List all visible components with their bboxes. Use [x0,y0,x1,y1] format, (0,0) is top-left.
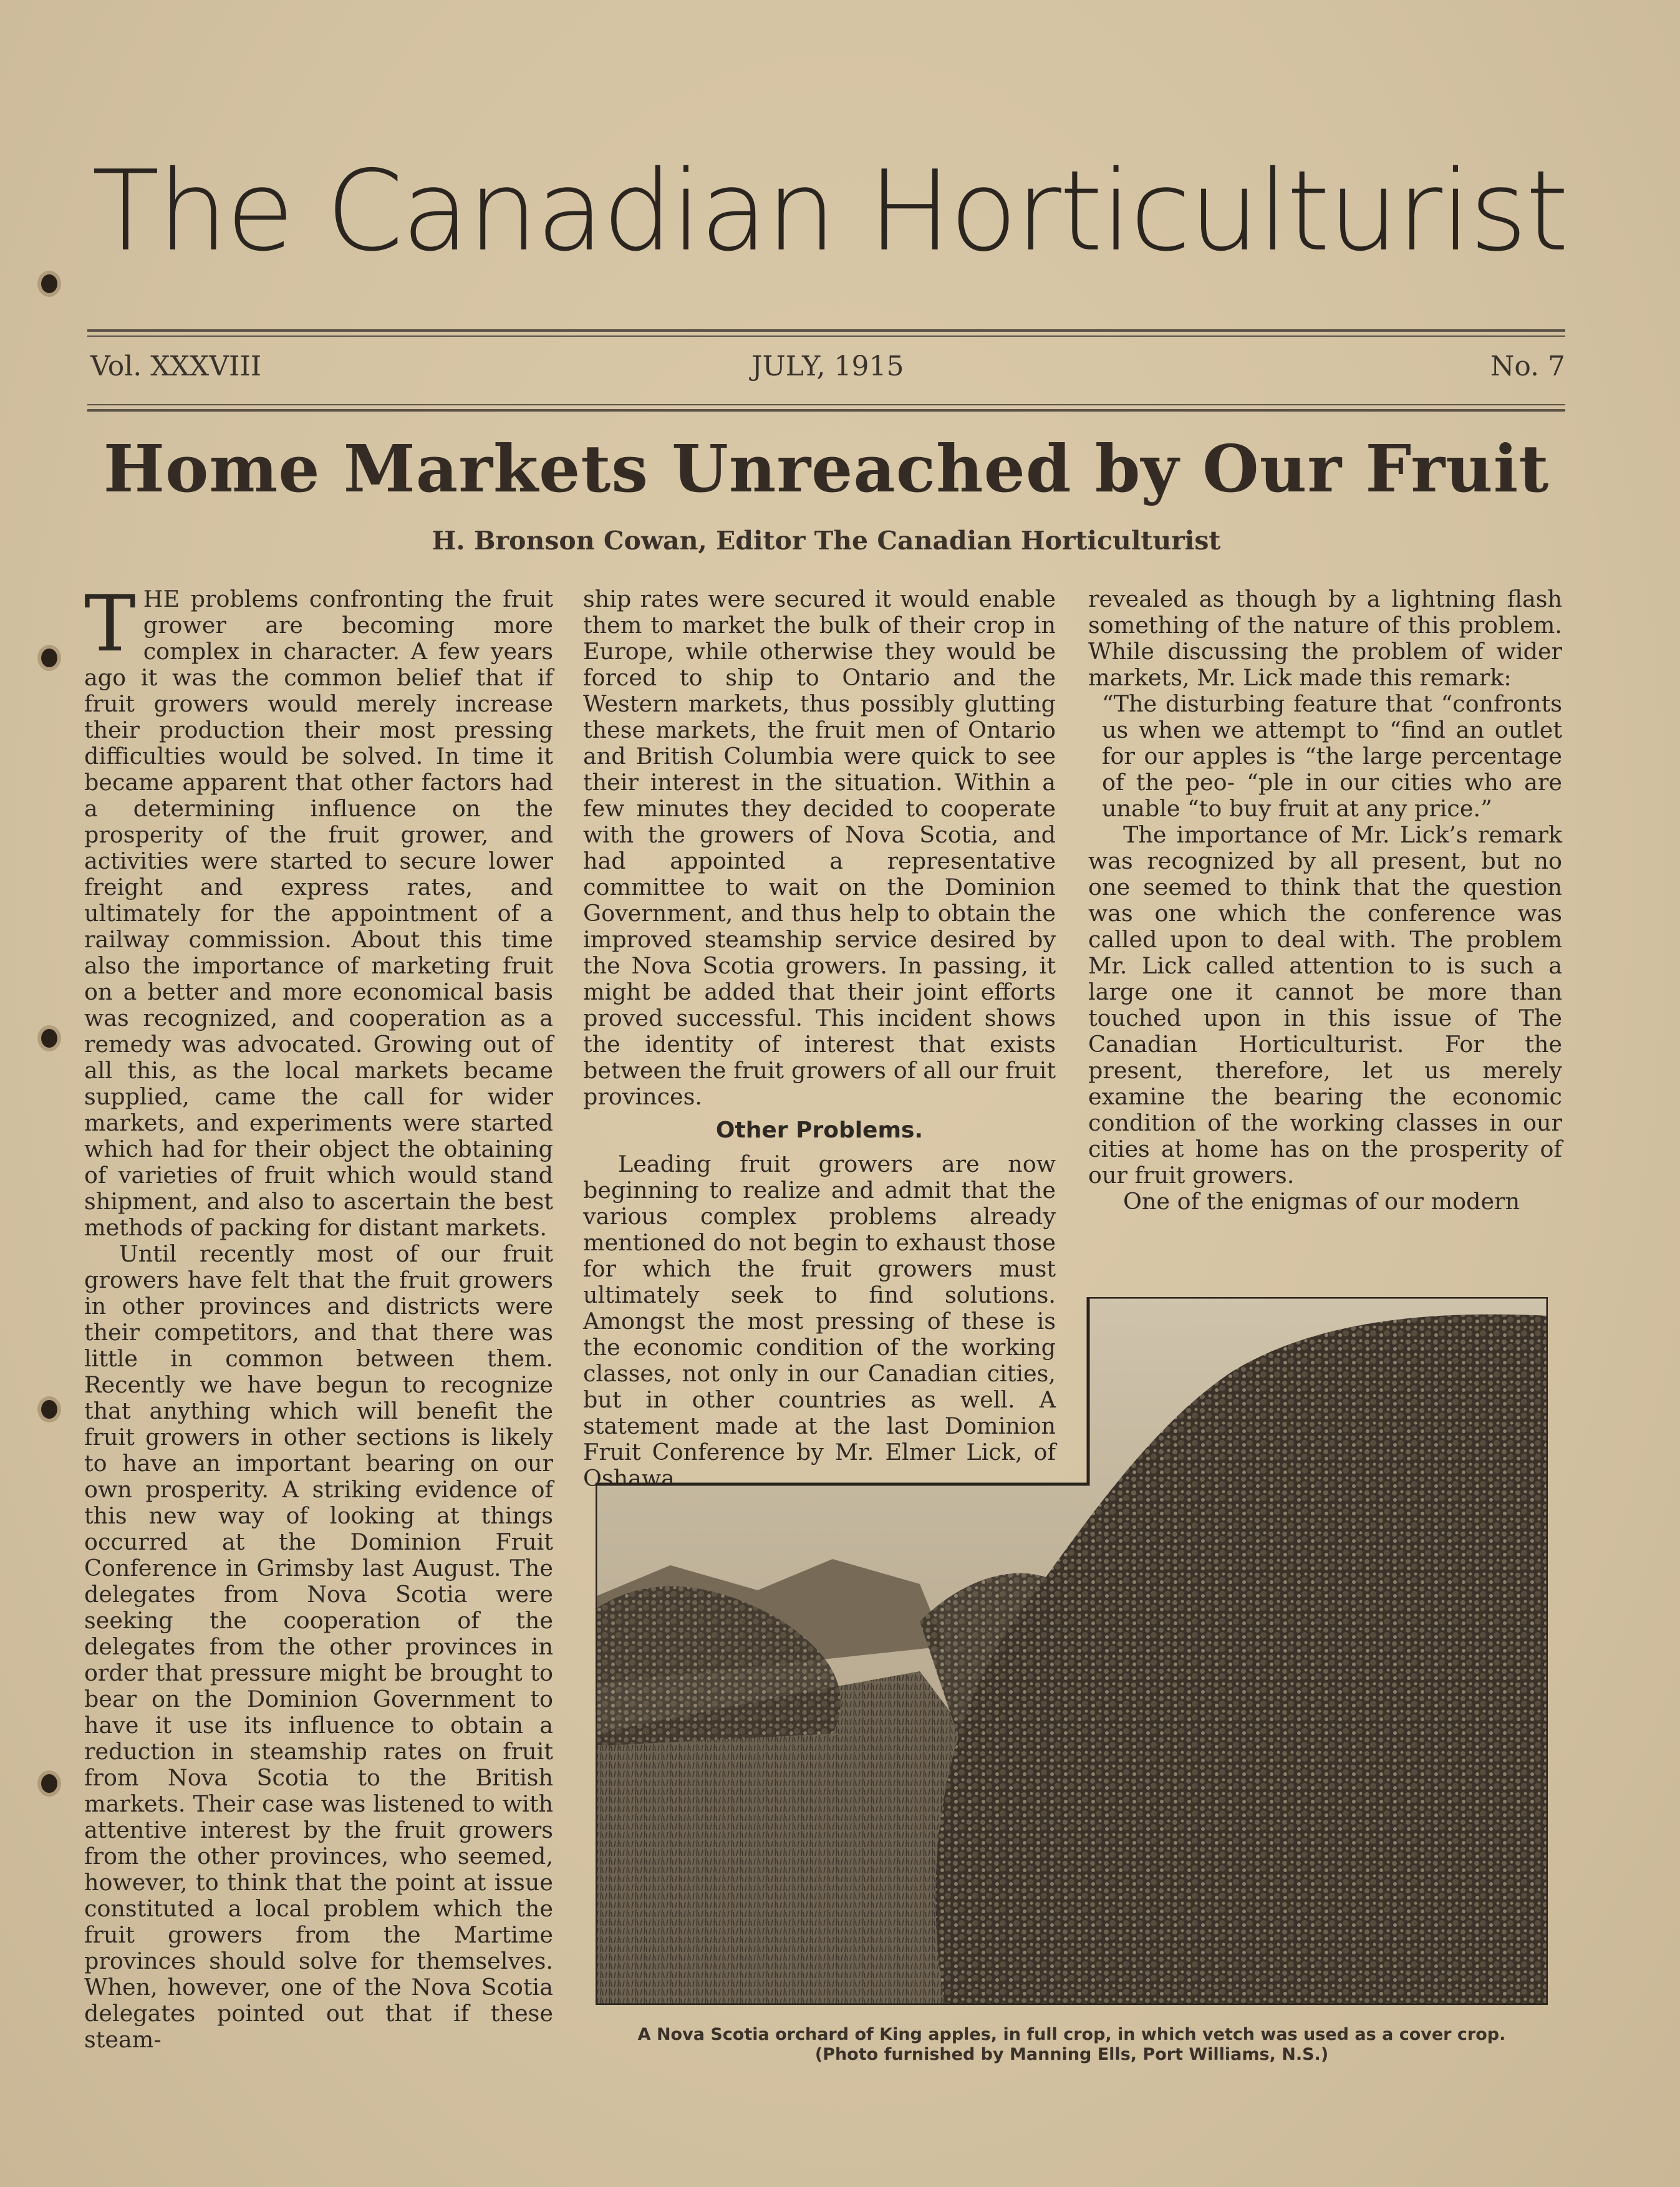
binding-hole [41,274,57,293]
orchard-photo [596,1297,1548,2005]
masthead-rule-bottom [87,409,1565,412]
quote-text: “The disturbing feature that “confronts us when we attempt to “find an outlet for our apples is “the large percentage of the peo- “ple in our cities who are unable “to buy fruit at any price.” [1102,690,1562,822]
block-quote [1102,691,1562,822]
article-headline: Home Markets Unreached by Our Fruit [103,430,1550,507]
binding-hole [41,1774,57,1793]
caption-line-2: (Photo furnished by Manning Ells, Port Williams, N.S.) [814,2045,1329,2064]
masthead-rule-bottom-thin [87,404,1565,405]
paragraph: The importance of Mr. Lick’s remark was recognized by all present, but no one seemed to think that the question was one which the conference was called upon to deal with. The problem Mr. Lick called attention to is such a large one it cannot be more than touched upon in this issue of The Canadian Horticulturist. For the present, therefore, let us merely examine the bearing the economic condition of the working classes in our cities at home has on the prosperity of our fruit growers. [1088,821,1562,1189]
masthead-rule-top-thin [87,336,1565,337]
binding-hole [41,649,57,667]
photo-caption [596,2025,1548,2065]
text-column-3 [1088,586,1562,1215]
text-column-1 [84,579,553,2053]
caption-line-1: A Nova Scotia orchard of King apples, in full crop, in which vetch was used as a cover crop. [637,2025,1506,2044]
paragraph: THE problems confronting the fruit grower are becoming more complex in character. A few years ago it was the common belief that if fruit growers would merely increase their production their most pressing difficulties would be solved. In time it became apparent that other factors had a determining influence on the prosperity of the fruit grower, and activities were started to secure lower freight and express rates, and ultimately for the appointment of a railway commission. About this time also the importance of marketing fruit on a better and more economical basis was recognized, and cooperation as a remedy was advocated. Growing out of all this, as the local markets became supplied, came the call for wider markets, and experiments were started which had for their object the obtaining of varieties of fruit which would stand shipment, and also to ascertain the best methods of packing for distant markets. [84,579,553,1241]
article-byline: H. Bronson Cowan, Editor The Canadian Horticulturist [432,526,1221,556]
orchard-illustration [596,1297,1548,2005]
masthead-title: The Canadian Horticulturist [92,147,1567,276]
paragraph: revealed as though by a lightning flash something of the nature of this problem. While discussing the problem of wider markets, Mr. Lick made this remark: [1088,586,1562,691]
paragraph: Leading fruit growers are now beginning to realize and admit that the various complex problems already mentioned do not begin to exhaust those for which the fruit growers must ultimately seek to find solutions. Amongst the most pressing of these is the economic condition of the working classes, not only in our Canadian cities, but in other countries as well. A statement made at the last Dominion Fruit Conference by Mr. Elmer Lick, of Oshawa, [583,1151,1056,1492]
volume-label: Vol. XXXVIII [90,350,262,382]
issue-date: JULY, 1915 [751,350,904,382]
drop-cap: T [84,579,136,669]
binding-hole [41,1029,57,1048]
paragraph: Until recently most of our fruit growers have felt that the fruit growers in other provinces and districts were their competitors, and that there was little in common between them. Recently we have begun to recognize that anything which will benefit the fruit growers in other sections is likely to have an important bearing on our own prosperity. A striking evidence of this new way of looking at things occurred at the Dominion Fruit Conference in Grimsby last August. The delegates from Nova Scotia were seeking the cooperation of the delegates from the other provinces in order that pressure might be brought to bear on the Dominion Government to have it use its influence to obtain a reduction in steamship rates on fruit from Nova Scotia to the British markets. Their case was listened to with attentive interest by the fruit growers from the other provinces, who seemed, however, to think that the point at issue constituted a local problem which the fruit growers from the Martime provinces should solve for themselves. When, however, one of the Nova Scotia delegates pointed out that if these steam- [84,1240,553,2053]
paragraph: One of the enigmas of our modern [1123,1188,1520,1215]
binding-hole [41,1400,57,1419]
issue-line [90,350,1565,388]
issue-number: No. 7 [1490,350,1565,382]
subheading-other-problems: Other Problems. [715,1118,924,1143]
paragraph: ship rates were secured it would enable them to market the bulk of their crop in Europe, while otherwise they would be forced to ship to Ontario and the Western markets, thus possibly glutting these markets, the fruit men of Ontario and British Columbia were quick to see their interest in the situation. Within a few minutes they decided to cooperate with the growers of Nova Scotia, and had appointed a representative committee to wait on the Dominion Government, and thus help to obtain the improved steamship service desired by the Nova Scotia growers. In passing, it might be added that their joint efforts proved successful. This incident shows the identity of interest that exists between the fruit growers of all our fruit provinces. [583,586,1056,1110]
masthead-rule-top [87,329,1565,332]
